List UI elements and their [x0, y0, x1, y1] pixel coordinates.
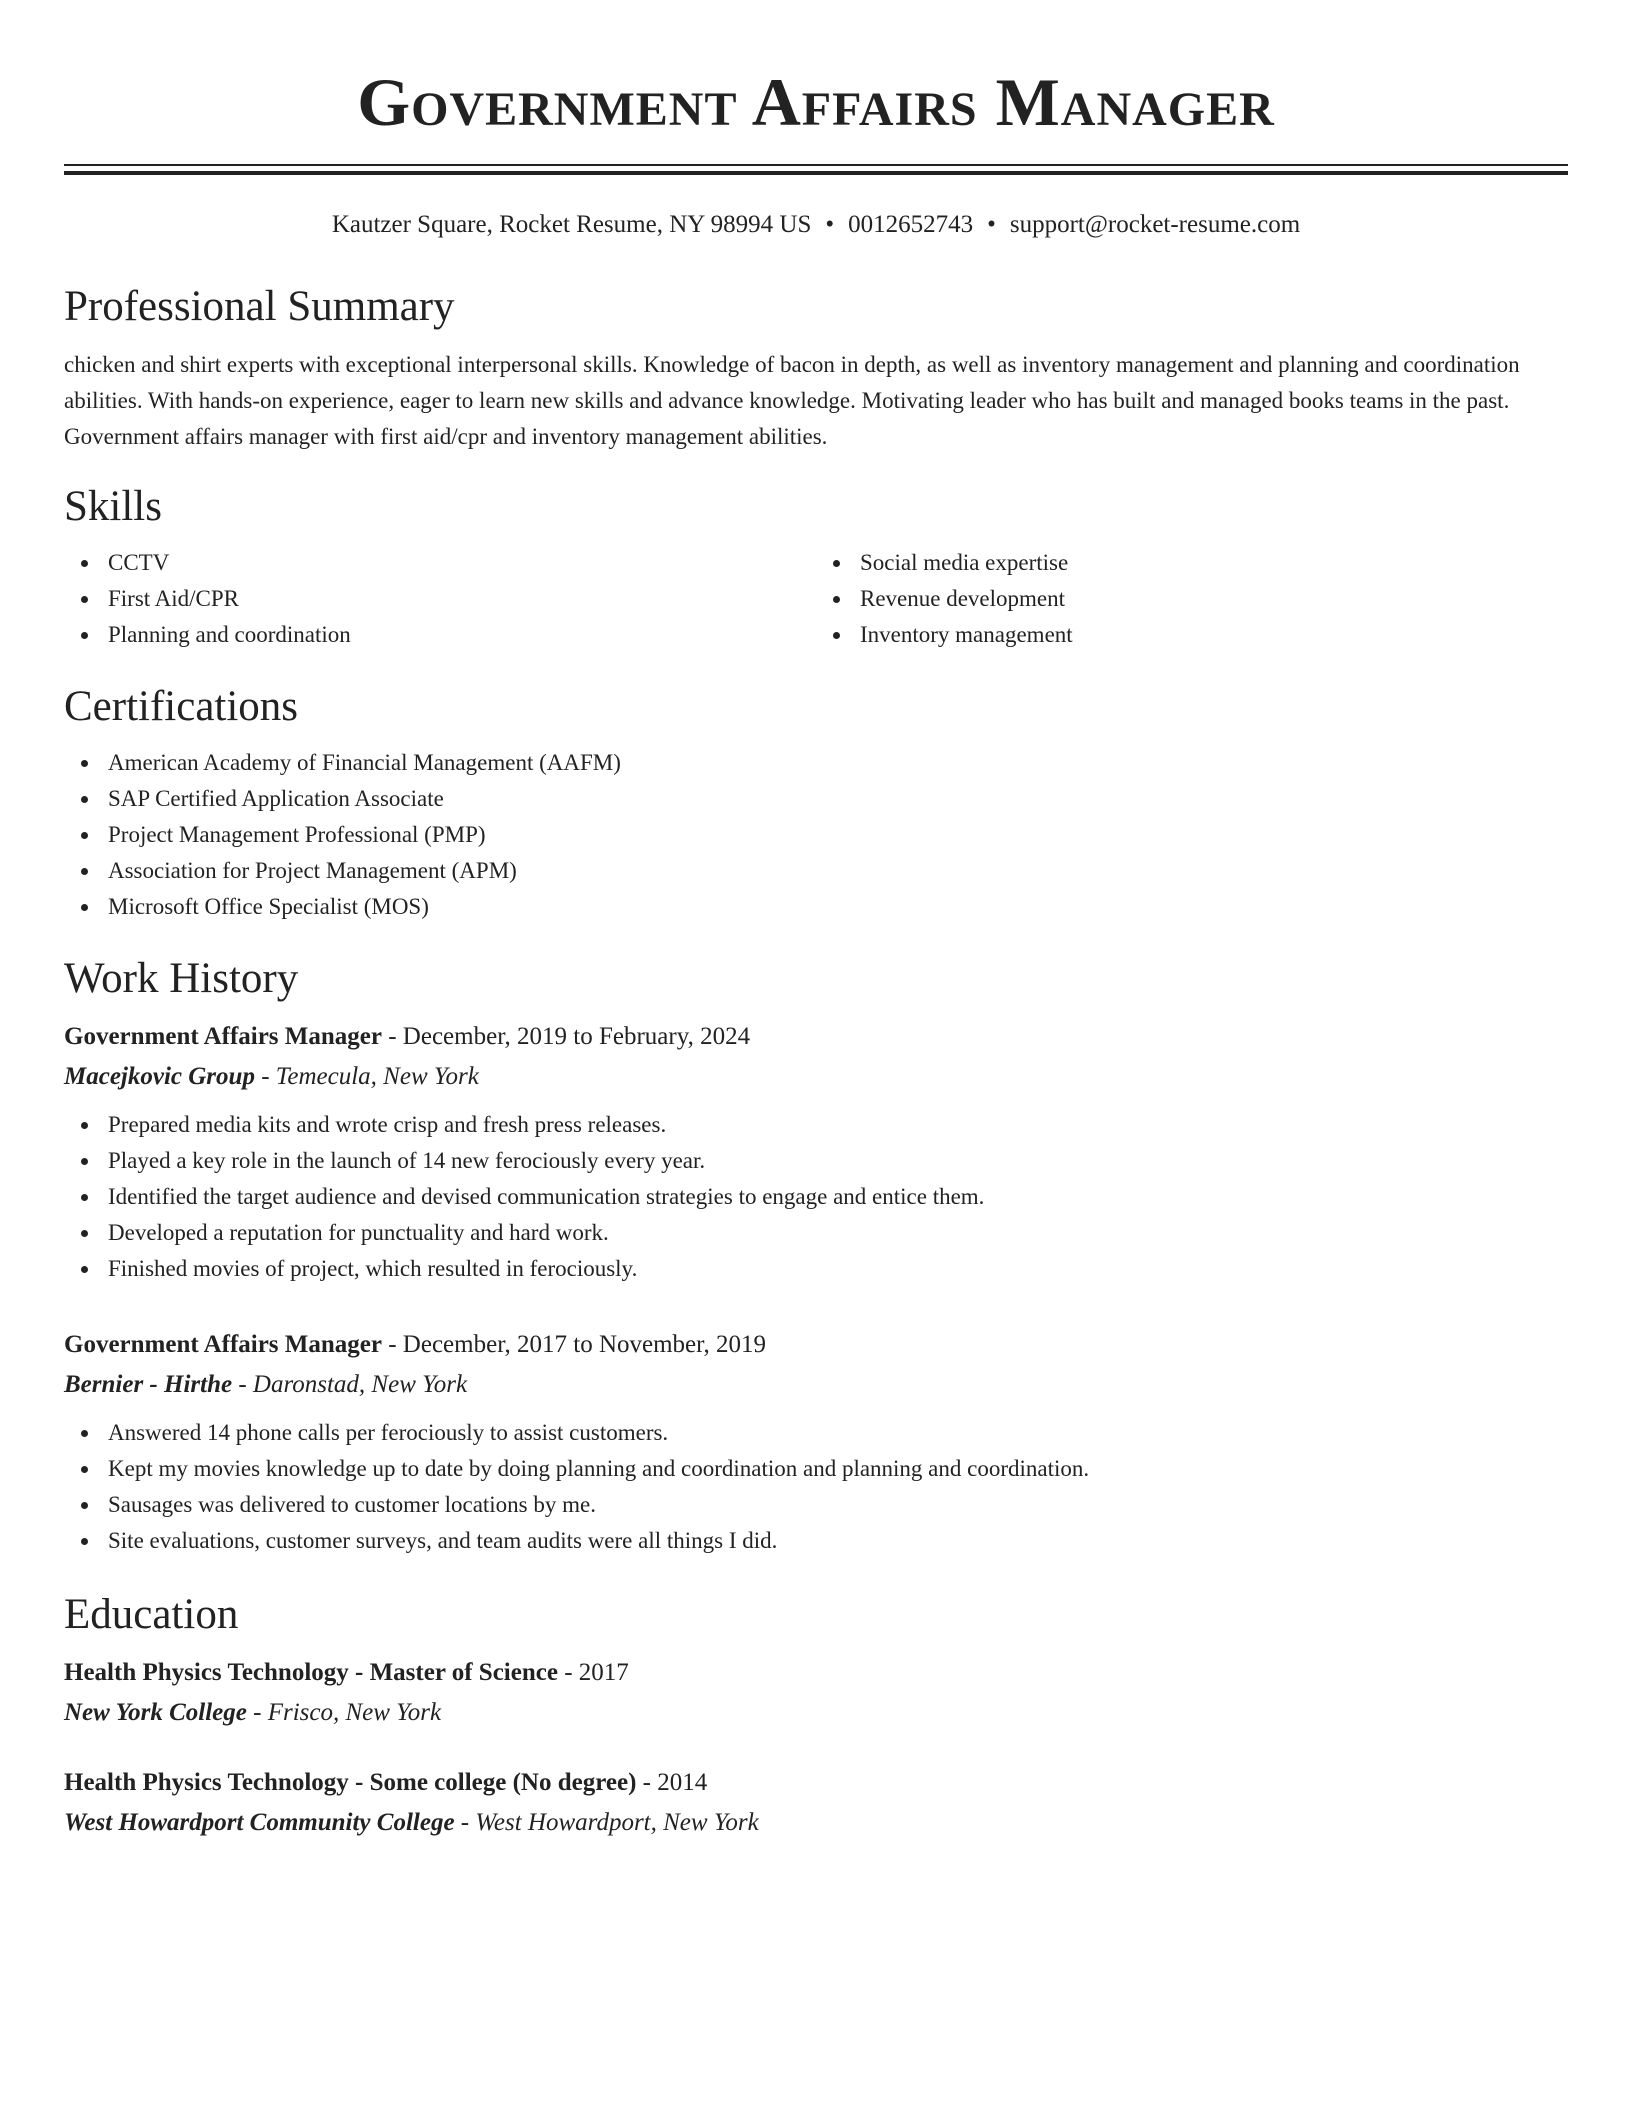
skill-item: CCTV [64, 545, 816, 581]
job-bullet: Finished movies of project, which resulted in ferociously. [64, 1251, 1568, 1287]
certification-item: Association for Project Management (APM) [64, 853, 1568, 889]
job-title: Government Affairs Manager [64, 1331, 382, 1358]
skill-item: First Aid/CPR [64, 581, 816, 617]
education-school: West Howardport Community College [64, 1809, 455, 1836]
education-section [64, 1587, 1568, 1843]
job-bullet: Identified the target audience and devised communication strategies to engage and entice them. [64, 1179, 1568, 1215]
certification-item: Project Management Professional (PMP) [64, 817, 1568, 853]
job-dates: - December, 2019 to February, 2024 [381, 1023, 751, 1050]
contact-separator: • [825, 211, 835, 238]
certification-item: American Academy of Financial Management (AAFM) [64, 745, 1568, 781]
job-employer [64, 1057, 1568, 1097]
job-company: Bernier - Hirthe [64, 1371, 233, 1398]
education-entry [64, 1763, 1568, 1843]
job-bullets [64, 1415, 1568, 1559]
education-degree: Health Physics Technology - Some college (No degree) [64, 1769, 637, 1796]
title-divider [64, 164, 1568, 175]
work-history-section [64, 951, 1568, 1559]
job-company: Macejkovic Group [64, 1063, 255, 1090]
certifications-heading: Certifications [64, 683, 299, 730]
skills-heading: Skills [64, 483, 162, 530]
job-dates: - December, 2017 to November, 2019 [381, 1331, 766, 1358]
education-school: New York College [64, 1699, 247, 1726]
job-entry [64, 1325, 1568, 1559]
job-header [64, 1325, 1568, 1365]
contact-email: support@rocket-resume.com [1009, 211, 1301, 238]
skills-section [64, 479, 1568, 653]
summary-section [64, 279, 1568, 455]
skills-column-left [64, 545, 816, 653]
job-location: - Temecula, New York [254, 1063, 479, 1090]
skills-column-right [816, 545, 1568, 653]
job-bullet: Kept my movies knowledge up to date by doing planning and coordination and planning and coordination. [64, 1451, 1568, 1487]
job-bullet: Played a key role in the launch of 14 new ferociously every year. [64, 1143, 1568, 1179]
skill-item: Planning and coordination [64, 617, 816, 653]
education-header [64, 1653, 1568, 1693]
job-header [64, 1017, 1568, 1057]
job-location: - Daronstad, New York [232, 1371, 468, 1398]
education-heading: Education [64, 1591, 239, 1638]
divider-thick-line [64, 171, 1568, 175]
job-bullet: Prepared media kits and wrote crisp and fresh press releases. [64, 1107, 1568, 1143]
education-year: - 2017 [557, 1659, 629, 1686]
education-school-line [64, 1803, 1568, 1843]
job-bullet: Developed a reputation for punctuality and hard work. [64, 1215, 1568, 1251]
job-bullet: Site evaluations, customer surveys, and team audits were all things I did. [64, 1523, 1568, 1559]
certification-item: Microsoft Office Specialist (MOS) [64, 889, 1568, 925]
certification-item: SAP Certified Application Associate [64, 781, 1568, 817]
education-header [64, 1763, 1568, 1803]
education-year: - 2014 [636, 1769, 708, 1796]
job-bullet: Sausages was delivered to customer locations by me. [64, 1487, 1568, 1523]
contact-phone: 0012652743 [848, 211, 974, 238]
skill-item: Revenue development [816, 581, 1568, 617]
contact-separator: • [987, 211, 996, 238]
resume-title: Government Affairs Manager [357, 64, 1275, 140]
job-bullets [64, 1107, 1568, 1287]
skill-item: Social media expertise [816, 545, 1568, 581]
job-employer [64, 1365, 1568, 1405]
education-entry [64, 1653, 1568, 1733]
education-location: - West Howardport, New York [454, 1809, 759, 1836]
summary-heading: Professional Summary [64, 283, 455, 330]
education-school-line [64, 1693, 1568, 1733]
contact-line [64, 209, 1568, 241]
job-bullet: Answered 14 phone calls per ferociously to assist customers. [64, 1415, 1568, 1451]
contact-address: Kautzer Square, Rocket Resume, NY 98994 US [331, 211, 812, 238]
certifications-section [64, 679, 1568, 925]
education-degree: Health Physics Technology - Master of Science [64, 1659, 558, 1686]
job-entry [64, 1017, 1568, 1287]
job-title: Government Affairs Manager [64, 1023, 382, 1050]
certifications-list [64, 745, 1568, 925]
work-history-heading: Work History [64, 955, 299, 1002]
skills-grid [64, 545, 1568, 653]
skill-item: Inventory management [816, 617, 1568, 653]
education-location: - Frisco, New York [246, 1699, 442, 1726]
divider-thin-line [64, 164, 1568, 166]
summary-text: chicken and shirt experts with exceptional interpersonal skills. Knowledge of bacon in depth, as well as inventory management and planning and coordination abilities. With hands-on experience, eager to learn new skills and advance knowledge. Motivating leader who has built and managed books teams in the past. Government affairs manager with first aid/cpr and inventory management abilities. [64, 352, 1520, 449]
